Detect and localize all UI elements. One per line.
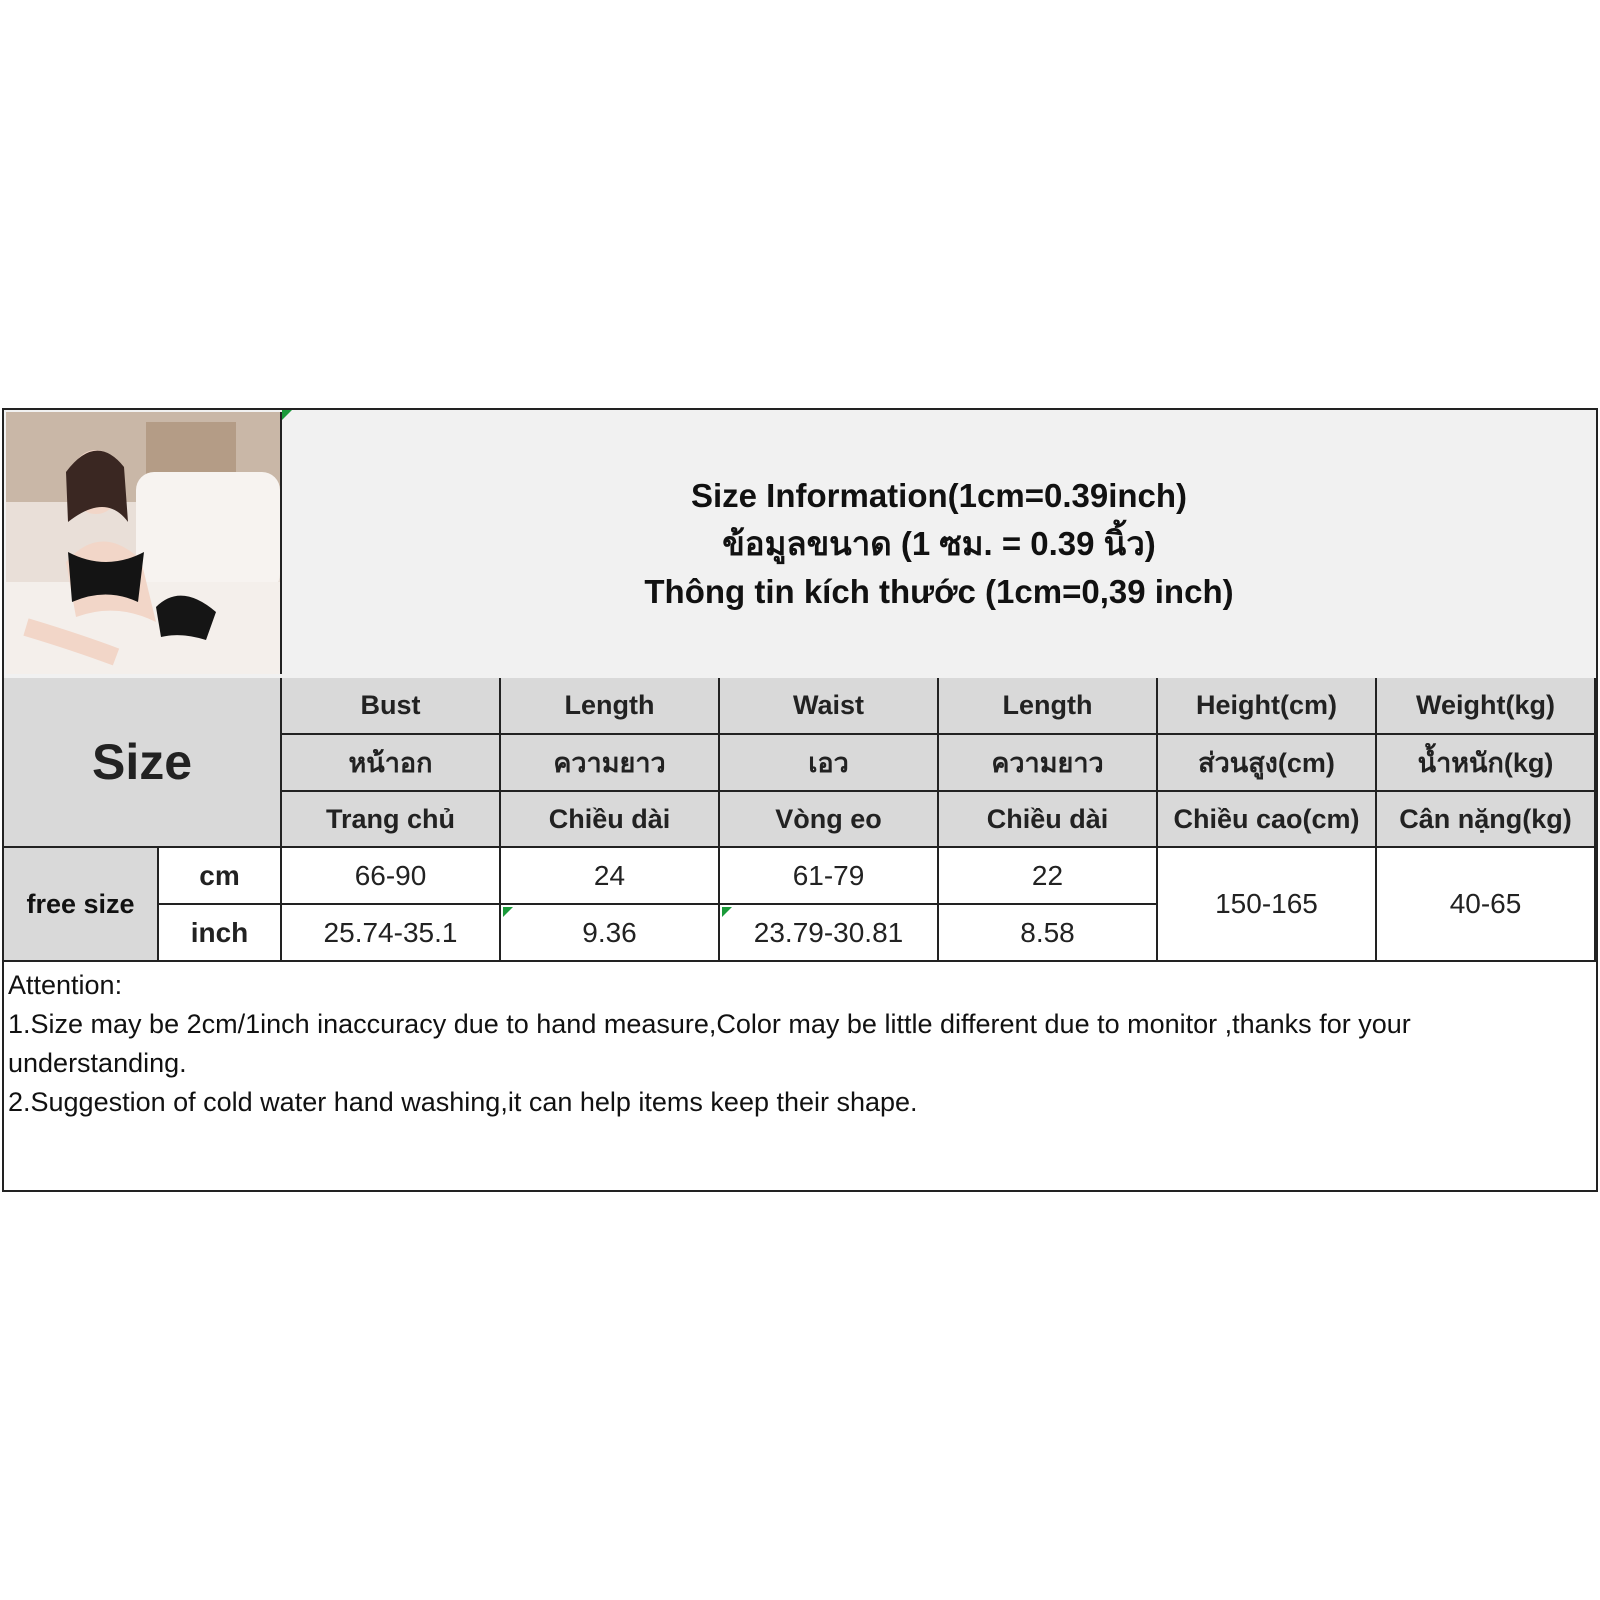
col-header-vi: Vòng eo [720,792,939,848]
col-header-th: ความยาว [501,735,720,792]
cm-value: 22 [939,848,1158,905]
col-header-th: เอว [720,735,939,792]
title-block [282,410,1596,678]
title-band [4,410,1596,680]
col-header-en: Bust [282,678,501,735]
cell-marker [282,410,292,420]
col-header-vi: Cân nặng(kg) [1377,792,1596,848]
title-thai: ข้อมูลขนาด (1 ซม. = 0.39 นิ้ว) [722,525,1156,562]
cell-marker [503,907,513,917]
col-header-th: ส่วนสูง(cm) [1158,735,1377,792]
size-name: free size [4,848,159,962]
inch-value: 25.74-35.1 [282,905,501,962]
product-photo-illustration [6,412,280,674]
col-header-th: น้ำหนัก(kg) [1377,735,1596,792]
col-header-th: หน้าอก [282,735,501,792]
col-header-vi: Chiều dài [501,792,720,848]
cm-value: 66-90 [282,848,501,905]
note-1-continued: understanding. [8,1048,187,1078]
col-header-en: Height(cm) [1158,678,1377,735]
col-header-vi: Chiều dài [939,792,1158,848]
cm-value: 61-79 [720,848,939,905]
height-value: 150-165 [1158,848,1377,962]
col-header-en: Length [501,678,720,735]
col-header-vi: Trang chủ [282,792,501,848]
cm-value: 24 [501,848,720,905]
unit-cm: cm [159,848,282,905]
col-header-en: Waist [720,678,939,735]
inch-value: 23.79-30.81 [720,905,939,962]
weight-value: 40-65 [1377,848,1596,962]
col-header-th: ความยาว [939,735,1158,792]
size-header: Size [4,678,282,848]
product-photo [6,412,282,674]
col-header-en: Length [939,678,1158,735]
attention-notes [8,966,1586,1122]
notes-heading: Attention: [8,970,123,1000]
title-vietnamese: Thông tin kích thước (1cm=0,39 inch) [644,573,1234,610]
title-english: Size Information(1cm=0.39inch) [690,477,1188,514]
note-1: 1.Size may be 2cm/1inch inaccuracy due to hand measure,Color may be little different due to monitor ,thanks for your [8,1009,1411,1039]
note-2: 2.Suggestion of cold water hand washing,it can help items keep their shape. [8,1087,918,1117]
col-header-vi: Chiều cao(cm) [1158,792,1377,848]
size-chart [2,408,1598,1192]
col-header-en: Weight(kg) [1377,678,1596,735]
inch-value: 9.36 [501,905,720,962]
cell-marker [722,907,732,917]
inch-value: 8.58 [939,905,1158,962]
unit-inch: inch [159,905,282,962]
